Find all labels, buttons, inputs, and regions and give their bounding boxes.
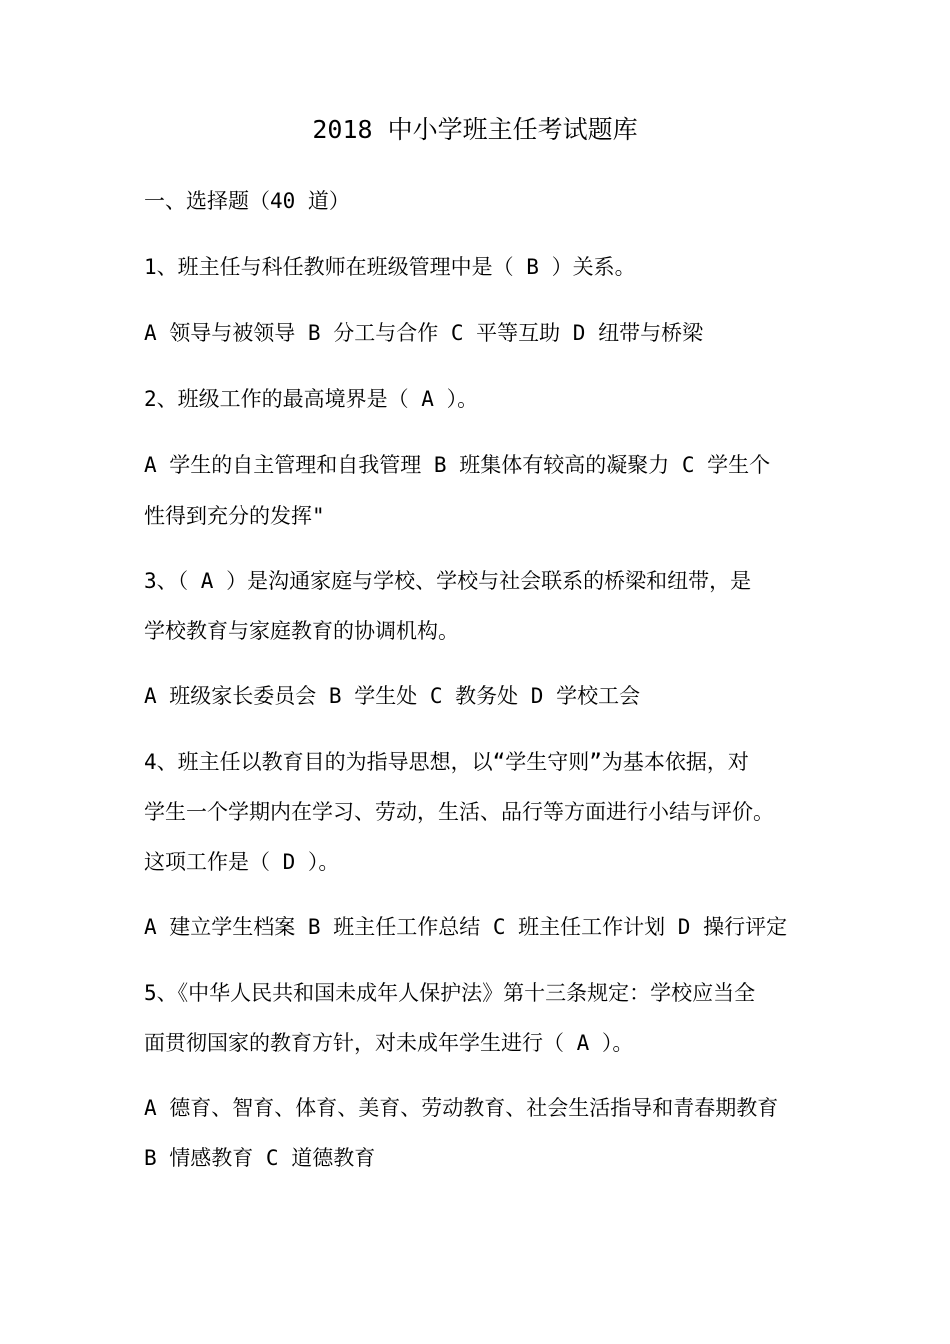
question-2-options-line-1: A 学生的自主管理和自我管理 B 班集体有较高的凝聚力 C 学生个 [144,453,771,477]
question-4-options: A 建立学生档案 B 班主任工作总结 C 班主任工作计划 D 操行评定 [144,915,788,939]
question-4-text-line-2: 学生一个学期内在学习、劳动，生活、品行等方面进行小结与评价。 [144,800,774,824]
question-5-options-line-1: A 德育、智育、体育、美育、劳动教育、社会生活指导和青春期教育 [144,1096,779,1120]
question-3-options: A 班级家长委员会 B 学生处 C 教务处 D 学校工会 [144,684,641,708]
section-heading: 一、选择题（40 道） [144,189,350,213]
question-1-options: A 领导与被领导 B 分工与合作 C 平等互助 D 纽带与桥梁 [144,321,704,345]
question-3-text-line-1: 3、（ A ）是沟通家庭与学校、学校与社会联系的桥梁和纽带，是 [144,569,752,593]
question-1-text: 1、班主任与科任教师在班级管理中是（ B ）关系。 [144,255,636,279]
question-2-text: 2、班级工作的最高境界是（ A ）。 [144,387,479,411]
question-5-text-line-2: 面贯彻国家的教育方针，对未成年学生进行（ A ）。 [144,1031,634,1055]
question-2-options-line-2: 性得到充分的发挥" [144,504,325,528]
question-5-text-line-1: 5、《中华人民共和国未成年人保护法》第十三条规定：学校应当全 [144,981,756,1005]
question-5-options-line-2: B 情感教育 C 道德教育 [144,1146,376,1170]
question-4-text-line-1: 4、班主任以教育目的为指导思想，以“学生守则”为基本依据，对 [144,750,749,774]
document-title: 2018 中小学班主任考试题库 [312,115,638,144]
question-4-text-line-3: 这项工作是（ D ）。 [144,850,340,874]
question-3-text-line-2: 学校教育与家庭教育的协调机构。 [144,619,459,643]
